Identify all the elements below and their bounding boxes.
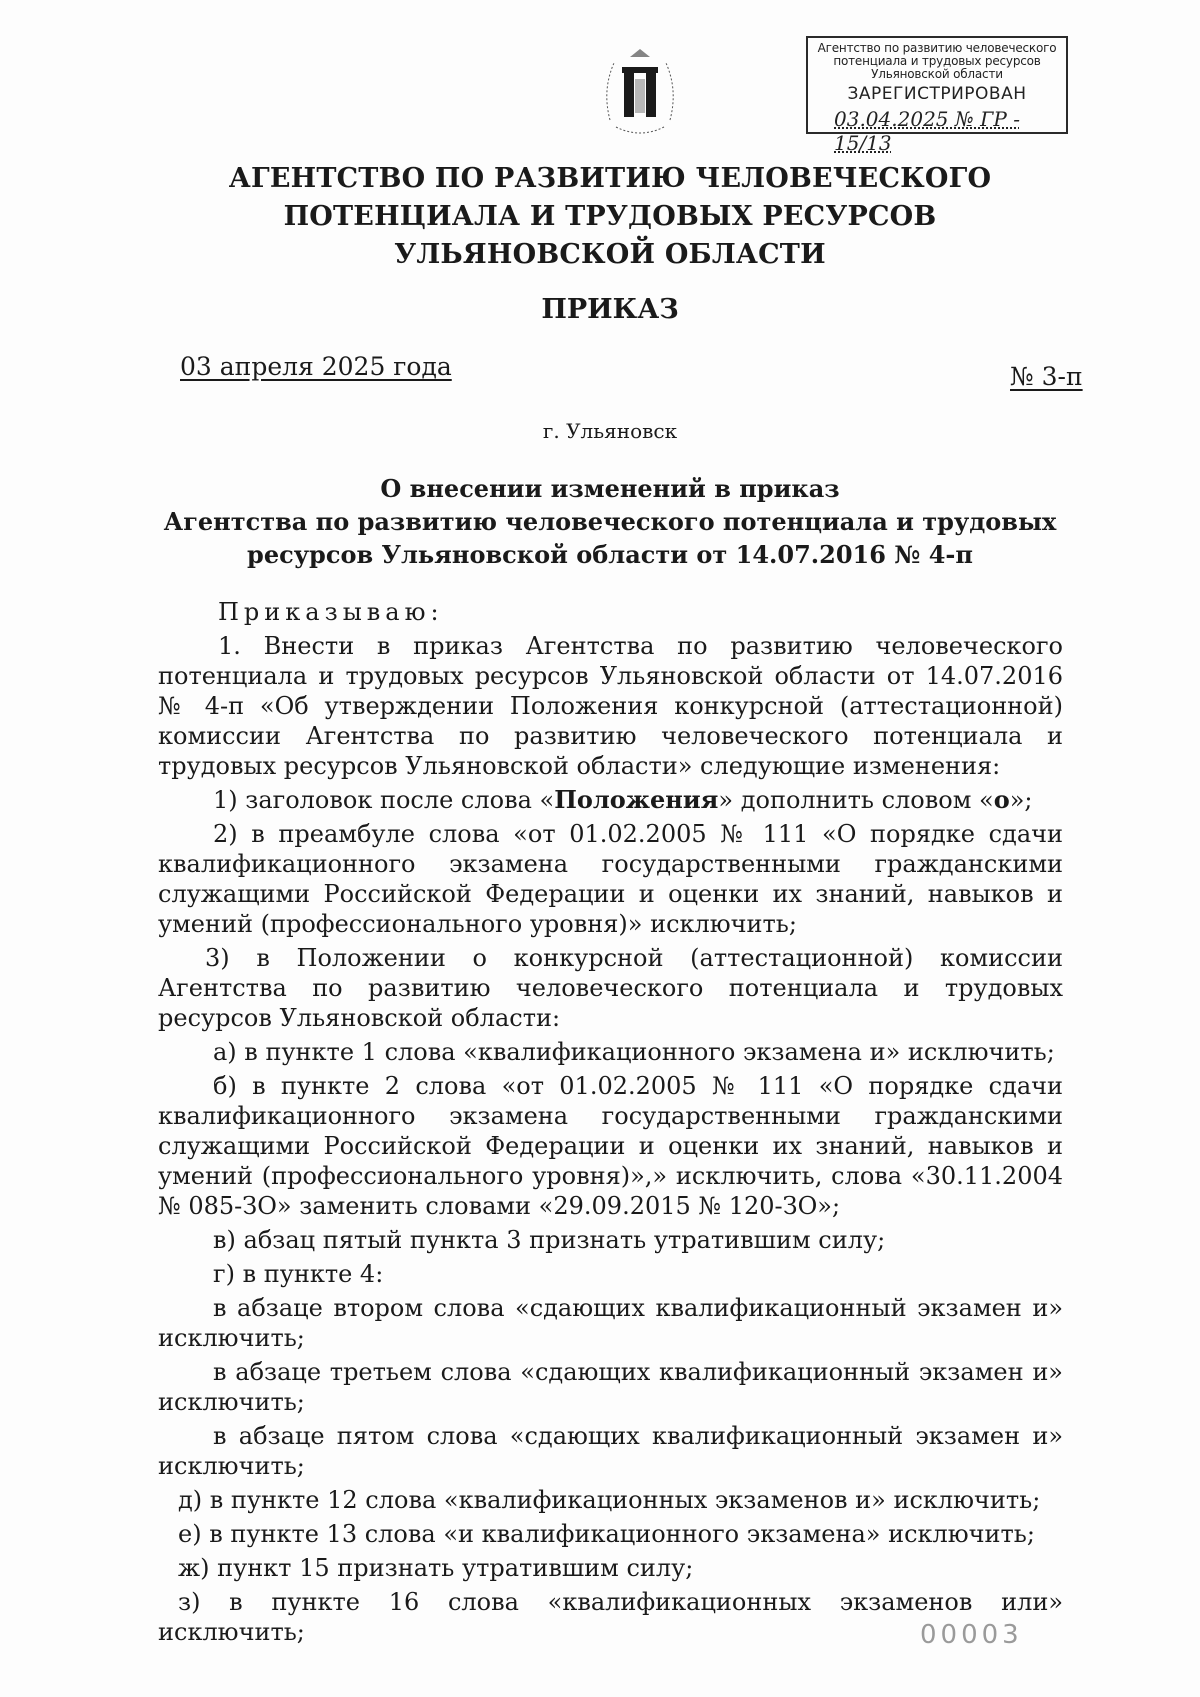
stamp-line-1: Агентство по развитию человеческого <box>817 41 1057 55</box>
agency-line-3: УЛЬЯНОВСКОЙ ОБЛАСТИ <box>394 239 826 270</box>
coat-of-arms-emblem <box>600 45 680 140</box>
order-title: ПРИКАЗ <box>541 294 679 325</box>
subitem-z: з) в пункте 16 слова «квалификационных экзаменов или» исключить; <box>158 1588 1063 1646</box>
stamp-registered: ЗАРЕГИСТРИРОВАН <box>847 84 1027 104</box>
subitem-a: а) в пункте 1 слова «квалификационного экзамена и» исключить; <box>213 1038 1055 1066</box>
agency-line-1: АГЕНТСТВО ПО РАЗВИТИЮ ЧЕЛОВЕЧЕСКОГО <box>228 163 992 194</box>
order-date: 03 апреля 2025 года <box>180 352 452 381</box>
subitem-g-2: в абзаце третьем слова «сдающих квалификационный экзамен и» исключить; <box>158 1358 1063 1416</box>
stamp-handwritten-registration: 03.04.2025 № ГР - 15/13 <box>834 107 1020 155</box>
order-word: Приказываю: <box>218 598 444 626</box>
order-city: г. Ульяновск <box>542 419 678 443</box>
subitem-g-3: в абзаце пятом слова «сдающих квалификационный экзамен и» исключить; <box>158 1422 1063 1480</box>
paragraph-1-1 <box>158 785 1063 815</box>
order-subject <box>150 472 1070 571</box>
subitem-g: г) в пункте 4: <box>213 1260 384 1288</box>
order-number: № 3-п <box>1010 362 1083 391</box>
subject-line-1: О внесении изменений в приказ <box>380 474 840 503</box>
subitem-zh: ж) пункт 15 признать утратившим силу; <box>178 1554 694 1582</box>
registration-stamp <box>806 36 1068 155</box>
subject-line-3: ресурсов Ульяновской области от 14.07.2016 № 4-п <box>247 540 973 569</box>
subject-line-2: Агентства по развитию человеческого потенциала и трудовых <box>163 507 1057 536</box>
agency-heading <box>150 160 1070 274</box>
p1-1-text-b: » дополнить словом « <box>718 786 994 814</box>
stamp-line-2: потенциала и трудовых ресурсов <box>833 54 1041 68</box>
subitem-g-1: в абзаце втором слова «сдающих квалификационный экзамен и» исключить; <box>158 1294 1063 1352</box>
subitem-e: е) в пункте 13 слова «и квалификационного экзамена» исключить; <box>178 1520 1035 1548</box>
p1-1-text-a: 1) заголовок после слова « <box>213 786 555 814</box>
paragraph-1-2: 2) в преамбуле слова «от 01.02.2005 № 111 «О порядке сдачи квалификационного экзамена государственными гражданскими служащими Российской Федерации и оценки их знаний, навыков и умений (профессионального уровня)» исключить; <box>158 820 1063 938</box>
paragraph-1: 1. Внести в приказ Агентства по развитию человеческого потенциала и трудовых ресурсов Ульяновской области от 14.07.2016 № 4-п «Об утверждении Положения конкурсной (аттестационной) комиссии Агентства по развитию человеческого потенциала и трудовых ресурсов Ульяновской области» следующие изменения: <box>158 632 1063 780</box>
stamp-line-3: Ульяновской области <box>871 67 1003 81</box>
p1-1-text-c: »; <box>1009 786 1033 814</box>
paragraph-1-3: 3) в Положении о конкурсной (аттестационной) комиссии Агентства по развитию человеческого потенциала и трудовых ресурсов Ульяновской области: <box>158 944 1063 1032</box>
subitem-b: б) в пункте 2 слова «от 01.02.2005 № 111 «О порядке сдачи квалификационного экзамена государственными гражданскими служащими Российской Федерации и оценки их знаний, навыков и умений (профессионального уровня)»,» исключить, слова «30.11.2004 № 085-ЗО» заменить словами «29.09.2015 № 120-ЗО»; <box>158 1072 1063 1220</box>
agency-line-2: ПОТЕНЦИАЛА И ТРУДОВЫХ РЕСУРСОВ <box>283 201 937 232</box>
subitem-v: в) абзац пятый пункта 3 признать утратившим силу; <box>213 1226 886 1254</box>
p1-1-bold-2: о <box>993 785 1010 814</box>
page-number-stamp: 00003 <box>920 1620 1023 1650</box>
p1-1-bold-1: Положения <box>554 785 719 814</box>
order-body <box>158 597 1063 1651</box>
subitem-d: д) в пункте 12 слова «квалификационных экзаменов и» исключить; <box>178 1486 1041 1514</box>
